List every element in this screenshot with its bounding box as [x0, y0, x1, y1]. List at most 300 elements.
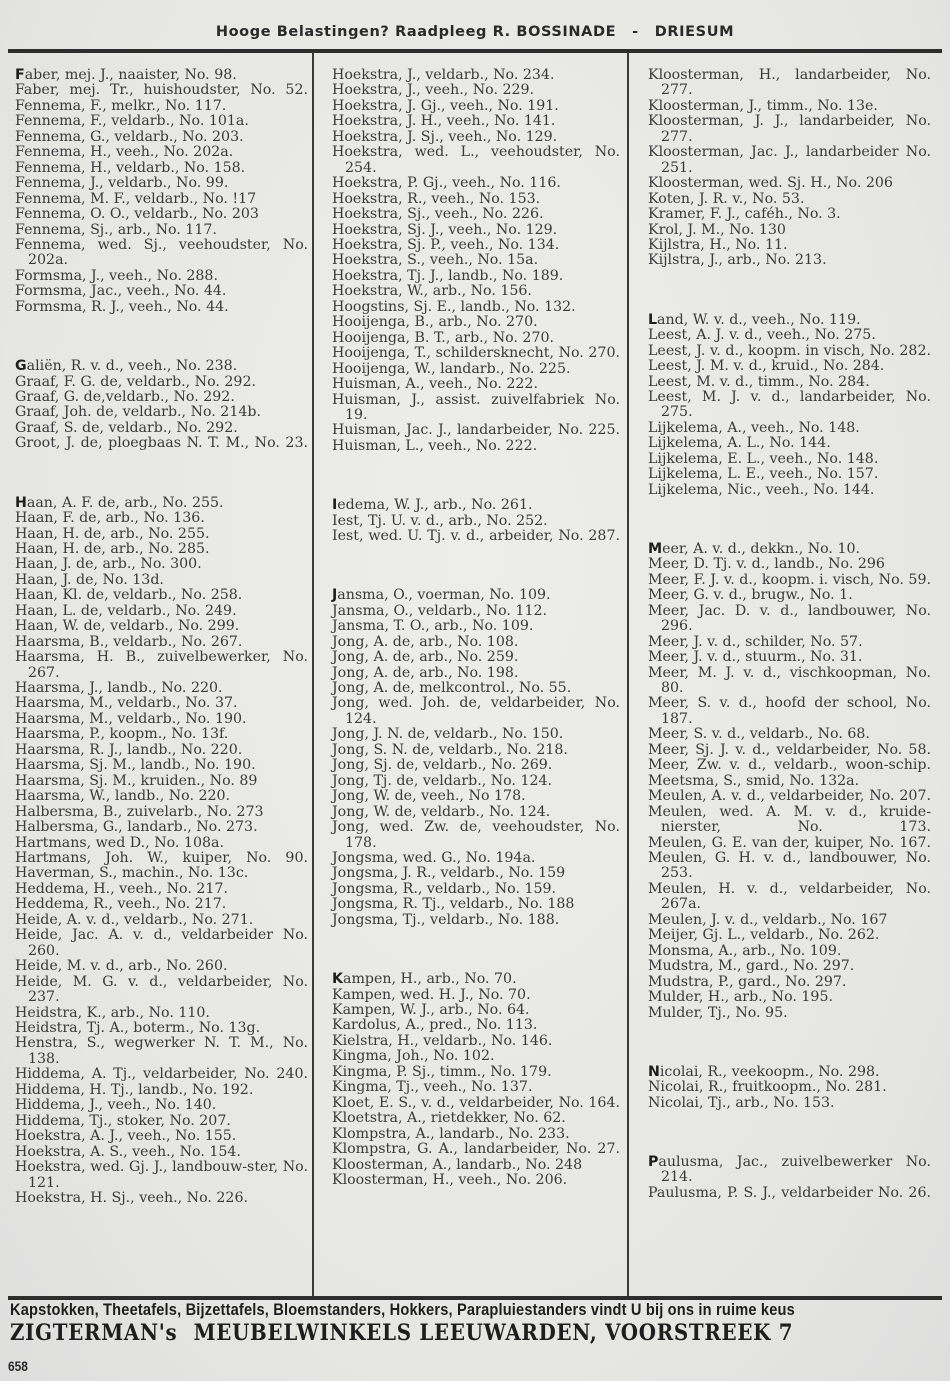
entry-text: aulusma, Jac., zuivelbewerker No. 214. — [658, 1153, 931, 1186]
directory-entry — [15, 882, 308, 897]
entry-text: Heddema, R., veeh., No. 217. — [15, 896, 227, 913]
entry-text: Haan, F. de, arb., No. 136. — [15, 510, 205, 527]
directory-entry — [15, 300, 308, 315]
directory-entry — [15, 1098, 308, 1113]
directory-entry — [15, 743, 308, 758]
directory-entry — [332, 805, 620, 820]
directory-entry — [15, 635, 308, 650]
entry-text: Hoekstra, R., veeh., No. 153. — [332, 190, 541, 207]
entry-text: Nicolai, Tj., arb., No. 153. — [648, 1094, 835, 1111]
directory-entry — [332, 83, 620, 98]
entry-text: Fennema, F., melkr., No. 117. — [15, 97, 227, 114]
directory-entry — [332, 913, 620, 928]
entry-text: Hartmans, wed D., No. 108a. — [15, 834, 224, 851]
entry-text: Leest, J. M. v. d., kruid., No. 284. — [648, 358, 885, 375]
directory-entry — [648, 99, 931, 114]
directory-entry — [15, 207, 308, 222]
entry-text: ampen, H., arb., No. 70. — [343, 971, 517, 988]
directory-entry — [15, 604, 308, 619]
directory-entry — [332, 650, 620, 665]
directory-entry — [648, 390, 931, 421]
directory-entry — [332, 882, 620, 897]
directory-entry — [15, 1114, 308, 1129]
directory-entry — [15, 1129, 308, 1144]
entry-text: Hoekstra, W., arb., No. 156. — [332, 283, 532, 300]
directory-entry — [332, 284, 620, 299]
directory-entry — [332, 393, 620, 424]
entry-text: Kloosterman, H., veeh., No. 206. — [332, 1171, 568, 1188]
directory-entry — [648, 557, 931, 572]
entry-text: Paulusma, P. S. J., veldarbeider No. 26. — [648, 1184, 931, 1201]
entry-text: Nicolai, R., fruitkoopm., No. 281. — [648, 1079, 887, 1096]
section-initial-letter: J — [332, 587, 338, 604]
directory-entry — [648, 635, 931, 650]
entry-text: Hoekstra, J. Gj., veeh., No. 191. — [332, 97, 559, 114]
entry-text: Jongsma, R., veldarb., No. 159. — [332, 880, 557, 897]
entry-text: Haarsma, R. J., landb., No. 220. — [15, 741, 243, 758]
directory-entry — [332, 774, 620, 789]
directory-entry — [648, 207, 931, 222]
directory-entry — [15, 68, 308, 83]
entry-text: Jong, wed. Joh. de, veldarbeider, No. 124. — [332, 695, 620, 727]
directory-entry — [15, 99, 308, 114]
entry-text: Leest, J. v. d., koopm. in visch, No. 282. — [648, 342, 931, 359]
directory-entry — [15, 405, 308, 420]
entry-text: Hoekstra, A. S., veeh., No. 154. — [15, 1143, 241, 1160]
section-initial-letter: I — [332, 497, 338, 514]
directory-entry — [15, 836, 308, 851]
directory-entry — [332, 820, 620, 851]
directory-entry — [648, 145, 931, 176]
directory-entry — [648, 975, 931, 990]
directory-entry — [332, 331, 620, 346]
directory-entry — [332, 727, 620, 742]
directory-entry — [15, 176, 308, 191]
entry-text: Kardolus, A., pred., No. 113. — [332, 1017, 538, 1034]
directory-entry — [15, 650, 308, 681]
directory-entry — [332, 897, 620, 912]
directory-entry — [15, 1145, 308, 1160]
column-divider — [627, 52, 629, 1297]
directory-entry — [648, 758, 931, 773]
entry-text: Jong, wed. Zw. de, veehoudster, No. 178. — [332, 819, 620, 851]
directory-entry — [15, 511, 308, 526]
entry-text: Huisman, A., veeh., No. 222. — [332, 376, 538, 393]
entry-text: Jongsma, Tj., veldarb., No. 188. — [332, 911, 560, 928]
directory-entry — [332, 635, 620, 650]
entry-text: Monsma, A., arb., No. 109. — [648, 942, 842, 959]
directory-entry — [332, 253, 620, 268]
entry-text: Kloetstra, A., rietdekker, No. 62. — [332, 1110, 566, 1127]
directory-entry — [332, 743, 620, 758]
entry-text: Meer, F. J. v. d., koopm. i. visch, No. 59. — [648, 571, 931, 588]
entry-text: Meetsma, S., smid, No. 132a. — [648, 772, 860, 789]
directory-entry — [648, 743, 931, 758]
page-header — [0, 24, 950, 40]
entry-text: Halbersma, B., zuivelarb., No. 273 — [15, 803, 264, 820]
directory-entry — [15, 436, 308, 451]
entry-text: Hooijenga, T., schildersknecht, No. 270. — [332, 345, 620, 362]
directory-entry — [15, 1006, 308, 1021]
entry-text: Hoekstra, Sj., veeh., No. 226. — [332, 206, 544, 223]
directory-entry — [648, 588, 931, 603]
entry-text: Hoekstra, J. Sj., veeh., No. 129. — [332, 128, 558, 145]
directory-entry — [15, 851, 308, 866]
entry-text: Groot, J. de, ploegbaas N. T. M., No. 23. — [15, 435, 308, 452]
entry-text: Graaf, Joh. de, veldarb., No. 214b. — [15, 404, 261, 421]
directory-entry — [648, 959, 931, 974]
directory-entry — [332, 1034, 620, 1049]
entry-text: Haan, L. de, veldarb., No. 249. — [15, 602, 237, 619]
directory-entry — [332, 696, 620, 727]
directory-entry — [332, 439, 620, 454]
entry-text: Kramer, F. J., caféh., No. 3. — [648, 206, 841, 223]
directory-entry — [332, 207, 620, 222]
entry-text: Huisman, J., assist. zuivelfabriek No. 19. — [332, 391, 620, 423]
directory-entry — [648, 176, 931, 191]
entry-text: Jongsma, wed. G., No. 194a. — [332, 850, 536, 867]
directory-entry — [332, 145, 620, 176]
directory-entry — [648, 344, 931, 359]
entry-text: icolai, R., veekoopm., No. 298. — [659, 1063, 880, 1080]
entry-text: Hoekstra, wed. Gj. J., landbouw-ster, No. 121. — [15, 1159, 308, 1191]
header-advert: Hooge Belastingen? Raadpleeg R. BOSSINADE — [215, 24, 617, 40]
header-separator: - — [632, 24, 639, 40]
directory-entry — [332, 377, 620, 392]
letter-section-gap — [15, 329, 308, 344]
entry-text: Kijlstra, H., No. 11. — [648, 236, 788, 253]
section-initial-letter: L — [648, 311, 658, 328]
section-initial-letter: F — [15, 67, 25, 83]
directory-entry — [15, 789, 308, 804]
entry-text: Heddema, H., veeh., No. 217. — [15, 880, 228, 897]
entry-text: Hoekstra, Sj. J., veeh., No. 129. — [332, 221, 558, 238]
entry-text: Heide, A. v. d., veldarb., No. 271. — [15, 911, 254, 928]
entry-text: Heidstra, K., arb., No. 110. — [15, 1004, 210, 1021]
entry-text: aber, mej. J., naaister, No. 98. — [24, 67, 237, 83]
directory-entry — [15, 284, 308, 299]
entry-text: eer, A. v. d., dekkn., No. 10. — [662, 540, 861, 557]
entry-text: Meer, G. v. d., brugw., No. 1. — [648, 587, 853, 604]
entry-text: Hoekstra, Sj. P., veeh., No. 134. — [332, 236, 560, 253]
directory-entry — [332, 666, 620, 681]
entry-text: Lijkelema, E. L., veeh., No. 148. — [648, 450, 879, 467]
entry-text: Jong, W. de, veldarb., No. 124. — [332, 803, 551, 820]
entry-text: Kampen, wed. H. J., No. 70. — [332, 986, 531, 1003]
entry-text: Fennema, O. O., veldarb., No. 203 — [15, 206, 259, 223]
directory-entry — [332, 1080, 620, 1095]
directory-entry — [648, 68, 931, 99]
entry-text: edema, W. J., arb., No. 261. — [337, 497, 533, 514]
entry-text: Hoekstra, P. Gj., veeh., No. 116. — [332, 175, 561, 192]
directory-entry — [15, 573, 308, 588]
entry-text: Meer, Sj. J. v. d., veldarbeider, No. 58. — [648, 741, 931, 758]
entry-text: aan, A. F. de, arb., No. 255. — [26, 494, 224, 511]
directory-entry — [648, 836, 931, 851]
directory-entry — [648, 328, 931, 343]
directory-entry — [15, 421, 308, 436]
directory-entry — [15, 390, 308, 405]
entry-text: Jong, S. N. de, veldarb., No. 218. — [332, 741, 568, 758]
entry-text: Heide, M. G. v. d., veldarbeider, No. 237. — [15, 973, 308, 1006]
entry-text: Haan, J. de, arb., No. 300. — [15, 556, 202, 573]
directory-entry — [15, 161, 308, 176]
entry-text: Hoogstins, Sj. E., landb., No. 132. — [332, 298, 576, 315]
directory-entry — [332, 1096, 620, 1111]
entry-text: Kingma, P. Sj., timm., No. 179. — [332, 1063, 552, 1080]
directory-entry — [15, 542, 308, 557]
directory-entry — [15, 114, 308, 129]
directory-entry — [15, 805, 308, 820]
entry-text: Halbersma, G., landarb., No. 273. — [15, 819, 258, 836]
entry-text: Hiddema, A. Tj., veldarbeider, No. 240. — [15, 1066, 308, 1083]
directory-entry — [15, 928, 308, 959]
entry-text: Kloosterman, A., landarb., No. 248 — [332, 1156, 583, 1173]
entry-text: Faber, mej. Tr., huishoudster, No. 52. — [15, 82, 308, 99]
advert-shop-name: ZIGTERMAN's — [10, 1320, 178, 1346]
directory-entry — [648, 666, 931, 697]
directory-entry — [332, 529, 620, 544]
directory-entry — [648, 1186, 931, 1201]
entry-text: Henstra, S., wegwerker N. T. M., No. 138. — [15, 1035, 308, 1067]
directory-entry — [648, 223, 931, 238]
entry-text: Haarsma, W., landb., No. 220. — [15, 788, 231, 805]
directory-entry — [15, 130, 308, 145]
directory-entry — [332, 681, 620, 696]
directory-entry — [648, 1065, 931, 1080]
directory-entry — [332, 114, 620, 129]
entry-text: Haarsma, H. B., zuivelbewerker, No. 267. — [15, 649, 308, 681]
section-initial-letter: K — [332, 971, 343, 988]
directory-entry — [648, 1096, 931, 1111]
entry-text: Fennema, G., veldarb., No. 203. — [15, 128, 244, 145]
directory-entry — [648, 313, 931, 328]
entry-text: Meulen, wed. A. M. v. d., kruide-nierster, No. 173. — [648, 803, 931, 836]
directory-entry — [332, 1158, 620, 1173]
directory-entry — [332, 1142, 620, 1157]
entry-text: Hoekstra, J. H., veeh., No. 141. — [332, 113, 556, 130]
entry-text: Kloosterman, J., timm., No. 13e. — [648, 97, 878, 114]
entry-text: ansma, O., voerman, No. 109. — [337, 587, 551, 604]
page-number: 658 — [8, 1358, 28, 1374]
directory-entry — [332, 130, 620, 145]
entry-text: Hiddema, J., veeh., No. 140. — [15, 1097, 217, 1114]
directory-entry — [332, 315, 620, 330]
directory-entry — [15, 238, 308, 269]
entry-text: Huisman, Jac. J., landarbeider, No. 225. — [332, 422, 620, 439]
letter-section-gap — [648, 1125, 931, 1140]
directory-entry — [332, 851, 620, 866]
entry-text: Koten, J. R. v., No. 53. — [648, 190, 805, 207]
entry-text: Kloosterman, wed. Sj. H., No. 206 — [648, 175, 893, 192]
entry-text: Meer, Zw. v. d., veldarb., woon-schip. — [648, 757, 931, 774]
letter-section-gap — [332, 942, 620, 957]
entry-text: Meer, S. v. d., veldarb., No. 68. — [648, 726, 870, 743]
directory-entry — [332, 1018, 620, 1033]
directory-entry — [332, 1049, 620, 1064]
directory-entry — [648, 944, 931, 959]
entry-text: Haarsma, M., veldarb., No. 190. — [15, 710, 247, 727]
entry-text: Leest, M. J. v. d., landarbeider, No. 275. — [648, 388, 931, 421]
directory-entry — [15, 1067, 308, 1082]
entry-text: Kloosterman, Jac. J., landarbeider No. 251. — [648, 144, 931, 176]
directory-entry — [648, 805, 931, 836]
directory-entry — [15, 681, 308, 696]
entry-text: Hooijenga, B., arb., No. 270. — [332, 314, 538, 331]
entry-text: Haverman, S., machin., No. 13c. — [15, 865, 249, 882]
entry-text: Meer, D. Tj. v. d., landb., No. 296 — [648, 556, 885, 573]
header-place: DRIESUM — [654, 24, 735, 40]
directory-entry — [648, 774, 931, 789]
directory-entry — [332, 300, 620, 315]
entry-text: Heide, M. v. d., arb., No. 260. — [15, 958, 228, 975]
entry-text: Kloosterman, J. J., landarbeider, No. 277. — [648, 113, 931, 145]
entry-text: Hoekstra, J., veldarb., No. 234. — [332, 67, 555, 83]
directory-entry — [332, 423, 620, 438]
entry-text: Jong, A. de, arb., No. 108. — [332, 633, 519, 650]
directory-entry — [648, 696, 931, 727]
entry-text: Lijkelema, A., veeh., No. 148. — [648, 419, 860, 436]
entry-text: Jansma, O., veldarb., No. 112. — [332, 602, 548, 619]
entry-text: Meulen, G. E. van der, kuiper, No. 167. — [648, 834, 931, 851]
section-initial-letter: M — [648, 540, 663, 557]
directory-entry — [15, 557, 308, 572]
entry-text: Hiddema, Tj., stoker, No. 207. — [15, 1112, 231, 1129]
entry-text: Huisman, L., veeh., No. 222. — [332, 437, 538, 454]
entry-text: Iest, Tj. U. v. d., arb., No. 252. — [332, 512, 548, 529]
directory-entry — [648, 928, 931, 943]
entry-text: Haarsma, M., veldarb., No. 37. — [15, 695, 238, 712]
entry-text: and, W. v. d., veeh., No. 119. — [657, 311, 861, 328]
directory-entry — [15, 359, 308, 374]
directory-entry — [332, 269, 620, 284]
directory-entry — [15, 1160, 308, 1191]
directory-entry — [15, 1083, 308, 1098]
entry-text: Meulen, J. v. d., veldarb., No. 167 — [648, 911, 888, 928]
directory-entry — [15, 1191, 308, 1206]
directory-entry — [15, 959, 308, 974]
letter-section-gap — [648, 1035, 931, 1050]
directory-entry — [648, 421, 931, 436]
directory-entry — [332, 498, 620, 513]
directory-entry — [648, 436, 931, 451]
entry-text: Jongsma, R. Tj., veldarb., No. 188 — [332, 896, 575, 913]
entry-text: Leest, M. v. d., timm., No. 284. — [648, 373, 870, 390]
entry-text: Fennema, H., veldarb., No. 158. — [15, 159, 246, 176]
directory-entry — [332, 758, 620, 773]
entry-text: Fennema, J., veldarb., No. 99. — [15, 175, 229, 192]
directory-entry — [332, 588, 620, 603]
entry-text: Jong, Tj. de, veldarb., No. 124. — [332, 772, 553, 789]
entry-text: Kingma, Tj., veeh., No. 137. — [332, 1079, 533, 1096]
directory-entry — [332, 1003, 620, 1018]
entry-text: Lijkelema, Nic., veeh., No. 144. — [648, 481, 875, 498]
entry-text: Mulder, Tj., No. 95. — [648, 1004, 788, 1021]
entry-text: Meer, J. v. d., stuurm., No. 31. — [648, 649, 863, 666]
entry-text: Haan, H. de, arb., No. 285. — [15, 540, 210, 557]
entry-text: Hiddema, H. Tj., landb., No. 192. — [15, 1081, 254, 1098]
entry-text: Kingma, Joh., No. 102. — [332, 1048, 495, 1065]
entry-text: Kijlstra, J., arb., No. 213. — [648, 252, 827, 269]
directory-entry — [332, 866, 620, 881]
entry-text: Iest, wed. U. Tj. v. d., arbeider, No. 287. — [332, 528, 620, 545]
directory-entry — [332, 176, 620, 191]
column-divider — [312, 52, 314, 1297]
directory-entry — [15, 758, 308, 773]
entry-text: Haarsma, J., landb., No. 220. — [15, 680, 223, 697]
entry-text: Meulen, H. v. d., veldarbeider, No. 267a. — [648, 880, 931, 913]
directory-entry — [648, 1080, 931, 1095]
section-initial-letter: H — [15, 494, 27, 511]
entry-text: Mudstra, P., gard., No. 297. — [648, 973, 847, 990]
entry-text: Jong, A. de, arb., No. 198. — [332, 664, 519, 681]
entry-text: Jong, J. N. de, veldarb., No. 150. — [332, 726, 564, 743]
entry-text: Haarsma, Sj. M., landb., No. 190. — [15, 757, 256, 774]
entry-text: Fennema, wed. Sj., veehoudster, No. 202a. — [15, 236, 308, 269]
directory-entry — [332, 789, 620, 804]
directory-entry — [15, 192, 308, 207]
directory-entry — [15, 696, 308, 711]
directory-entry — [648, 238, 931, 253]
entry-text: Meulen, G. H. v. d., landbouwer, No. 253. — [648, 850, 931, 882]
directory-entry — [15, 820, 308, 835]
entry-text: Fennema, M. F., veldarb., No. !17 — [15, 190, 257, 207]
entry-text: Haarsma, Sj. M., kruiden., No. 89 — [15, 772, 258, 789]
entry-text: Jansma, T. O., arb., No. 109. — [332, 618, 534, 635]
directory-entry — [648, 192, 931, 207]
entry-text: Meijer, Gj. L., veldarb., No. 262. — [648, 927, 880, 944]
directory-entry — [15, 1036, 308, 1067]
entry-text: Formsma, R. J., veeh., No. 44. — [15, 298, 229, 315]
directory-entry — [332, 223, 620, 238]
directory-entry — [332, 604, 620, 619]
directory-entry — [648, 114, 931, 145]
entry-text: Meulen, A. v. d., veldarbeider, No. 207. — [648, 788, 931, 805]
directory-entry — [15, 83, 308, 98]
directory-entry — [332, 514, 620, 529]
entry-text: Jong, A. de, arb., No. 259. — [332, 649, 519, 666]
directory-entry — [332, 619, 620, 634]
entry-text: Hoekstra, J., veeh., No. 229. — [332, 82, 535, 99]
directory-entry — [648, 727, 931, 742]
directory-entry — [15, 496, 308, 511]
section-initial-letter: G — [15, 358, 27, 375]
entry-text: Krol, J. M., No. 130 — [648, 221, 786, 238]
entry-text: Hartmans, Joh. W., kuiper, No. 90. — [15, 850, 308, 867]
directory-entry — [332, 192, 620, 207]
directory-entry — [332, 988, 620, 1003]
entry-text: Hoekstra, S., veeh., No. 15a. — [332, 252, 539, 269]
directory-entry — [15, 223, 308, 238]
directory-entry — [332, 362, 620, 377]
entry-text: Graaf, G. de,veldarb., No. 292. — [15, 388, 235, 405]
directory-entry — [332, 1065, 620, 1080]
directory-entry — [648, 789, 931, 804]
entry-text: Fennema, Sj., arb., No. 117. — [15, 221, 217, 238]
entry-text: Graaf, S. de, veldarb., No. 292. — [15, 419, 238, 436]
letter-section-gap — [332, 469, 620, 484]
entry-text: Hoekstra, wed. L., veehoudster, No. 254. — [332, 144, 620, 176]
directory-entry — [15, 619, 308, 634]
directory-entry — [332, 1111, 620, 1126]
entry-text: Kielstra, H., veldarb., No. 146. — [332, 1032, 553, 1049]
entry-text: aliën, R. v. d., veeh., No. 238. — [26, 358, 238, 375]
directory-entry — [648, 359, 931, 374]
entry-text: Jong, W. de, veeh., No 178. — [332, 788, 526, 805]
entry-text: Haarsma, P., koopm., No. 13f. — [15, 726, 229, 743]
directory-entry — [648, 483, 931, 498]
directory-entry — [332, 99, 620, 114]
